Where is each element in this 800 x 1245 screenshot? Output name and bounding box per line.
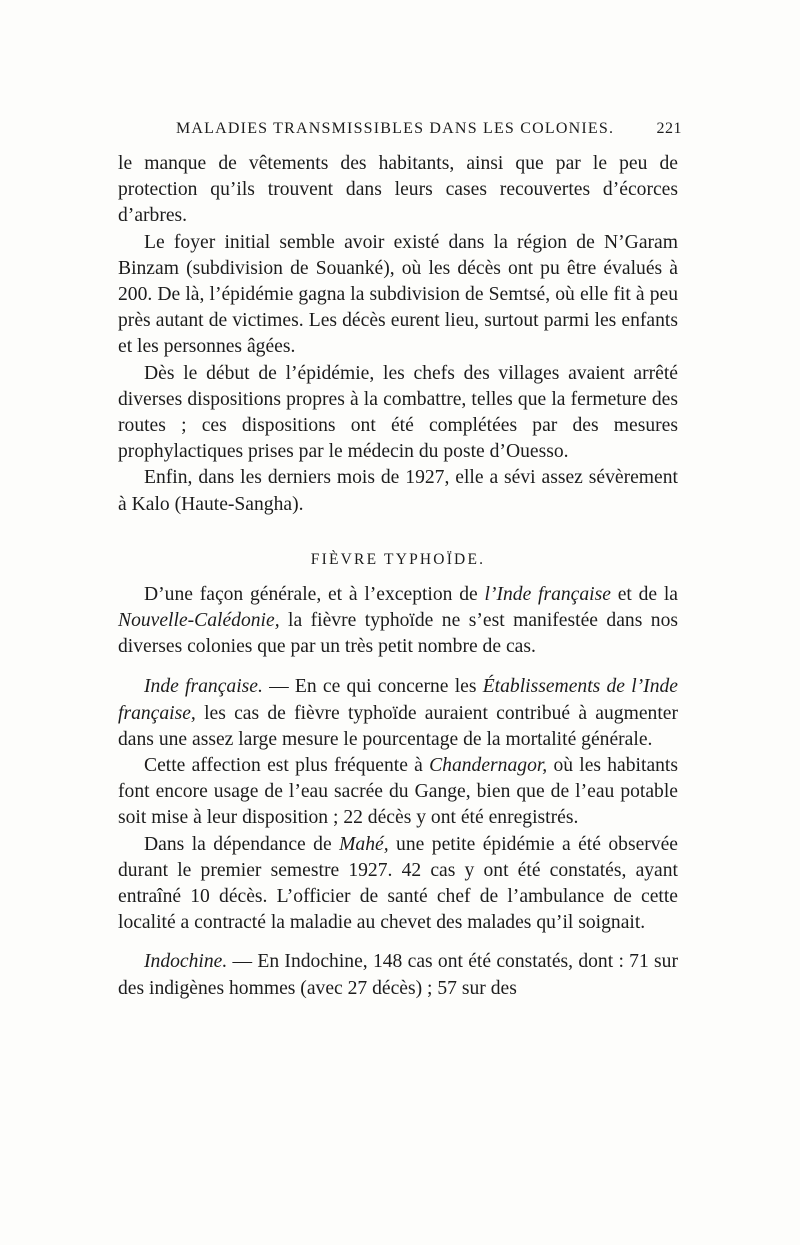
- chander-text-2: où les habitants font encore usage de l’eau sacrée du Gange, bien que de l’eau potable soit mise à leur disposition ; 22 décès y ont été enregistrés.: [118, 755, 679, 829]
- paragraph-continuation: le manque de vêtements des habitants, ainsi que par le peu de protection qu’ils trouvent dans leurs cases recouvertes d’écorces d’arbres.: [118, 153, 678, 227]
- indochine-text-1: — En Indochine, 148 cas ont été constatés, dont : 71 sur des indigènes hommes (avec 27 décès) ; 57 sur des: [118, 951, 678, 999]
- section-title: FIÈVRE TYPHOÏDE.: [310, 550, 486, 568]
- paragraph-dispositions: Dès le début de l’épidémie, les chefs des villages avaient arrêté diverses dispositions propres à la combattre, telles que la fermeture des routes ; ces dispositions ont été complétées par des mesures prophylactiques prises par le médecin du poste d’Ouesso.: [118, 362, 678, 463]
- mahe-text-1: Dans la dépendance de: [144, 833, 340, 855]
- paragraph-chandernagor: [118, 753, 678, 832]
- body-text: [118, 151, 678, 1002]
- mahe-emphasis: Mahé,: [339, 833, 389, 855]
- page-number: 221: [656, 120, 682, 137]
- intro-text-1: D’une façon générale, et à l’exception de: [144, 583, 485, 605]
- paragraph-foyer-initial: Le foyer initial semble avoir existé dans la région de N’Garam Binzam (subdivision de Souanké), où les décès ont pu être évalués à 200. De là, l’épidémie gagna la subdivision de Semtsé, où elle fit à peu près autant de victimes. Les décès eurent lieu, surtout parmi les enfants et les personnes âgées.: [118, 231, 678, 358]
- inde-text-1: — En ce qui concerne les: [262, 676, 483, 698]
- paragraph-indochine: [118, 949, 678, 1001]
- paragraph-intro: [118, 582, 678, 661]
- intro-text-2: et de la: [610, 583, 678, 605]
- paragraph-mahe: [118, 832, 678, 937]
- mahe-text-2: une petite épidémie a été observée durant le premier semestre 1927. 42 cas y ont été constatés, ayant entraîné 10 décès. L’officier de santé chef de l’ambulance de cette localité a contracté la maladie au chevet des malades qu’il soignait.: [118, 833, 679, 934]
- inde-lead: Inde française.: [144, 676, 263, 698]
- intro-text-3: la fièvre typhoïde ne s’est manifestée dans nos diverses colonies que par un très petit nombre de cas.: [118, 610, 678, 658]
- running-title: MALADIES TRANSMISSIBLES DANS LES COLONIES.: [176, 120, 615, 137]
- paragraph-inde-francaise: [118, 674, 678, 753]
- paragraph-kalo: Enfin, dans les derniers mois de 1927, elle a sévi assez sévèrement à Kalo (Haute-Sangha).: [118, 467, 678, 515]
- inde-text-2: les cas de fièvre typhoïde auraient contribué à augmenter dans une assez large mesure le pourcentage de la mortalité générale.: [118, 702, 678, 750]
- chander-emphasis: Chandernagor,: [429, 755, 548, 777]
- chander-text-1: Cette affection est plus fréquente à: [144, 755, 430, 777]
- intro-emphasis-caledonie: Nouvelle-Calédonie,: [118, 610, 280, 632]
- running-head: [118, 120, 682, 150]
- intro-emphasis-inde: l’Inde française: [484, 583, 611, 605]
- indochine-lead: Indochine.: [144, 951, 228, 973]
- inde-emphasis-etablissements: Établissements de l’Inde française,: [118, 676, 678, 724]
